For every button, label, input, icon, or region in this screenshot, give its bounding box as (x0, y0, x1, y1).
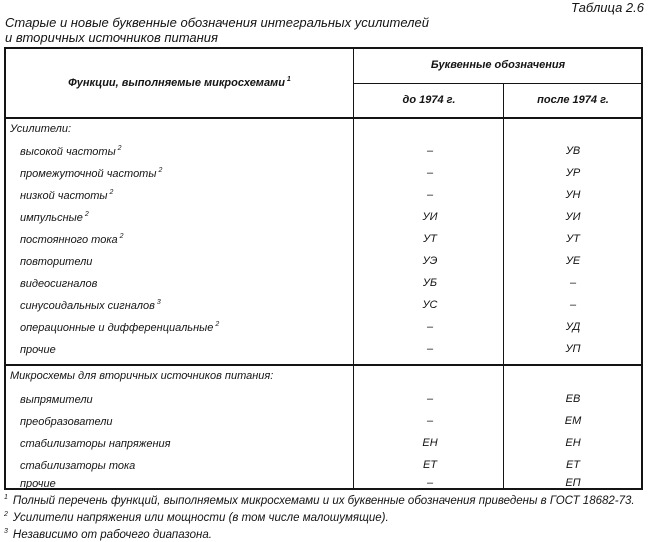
table-row (6, 229, 641, 251)
table-row (6, 251, 641, 273)
footnote-mark: 1 (286, 76, 291, 83)
header-designations: Буквенные обозначения (430, 59, 566, 71)
section-title-row (6, 119, 641, 141)
function-cell: низкой частоты $^2$ (20, 189, 114, 202)
header-split-line (353, 83, 641, 84)
new-code-cell: – (569, 277, 577, 289)
footnote-1: $^1$ Полный перечень функций, выполняемых микросхемами и их буквенные обозначения приведены в ГОСТ 18682-73. (4, 494, 635, 507)
caption-line-1: Старые и новые буквенные обозначения интегральных усилителей (5, 15, 429, 30)
old-code-cell: ЕТ (422, 459, 438, 471)
table-row (6, 433, 641, 455)
new-code-cell: – (569, 299, 577, 311)
table-row (6, 141, 641, 163)
function-cell: преобразователи (20, 416, 113, 428)
table-number: Таблица 2.6 (571, 0, 644, 15)
section-title: Усилители: (10, 123, 72, 135)
table-row (6, 295, 641, 317)
header-functions: Функции, выполняемые микросхемами $^1$ (68, 76, 291, 89)
old-code-cell: – (426, 145, 434, 157)
function-cell: высокой частоты $^2$ (20, 145, 122, 158)
footnote-3: $^3$ Независимо от рабочего диапазона. (4, 528, 212, 541)
footnotes (4, 491, 635, 542)
function-cell: прочие (20, 478, 56, 490)
table-row (6, 467, 641, 489)
function-cell: выпрямители (20, 394, 93, 406)
new-code-cell: ЕТ (565, 459, 581, 471)
table-caption (5, 15, 429, 45)
table-row (6, 317, 641, 339)
designations-table (4, 47, 643, 490)
old-code-cell: – (426, 393, 434, 405)
table-row (6, 273, 641, 295)
table-row (6, 185, 641, 207)
new-code-cell: УР (565, 167, 581, 179)
function-cell: стабилизаторы напряжения (20, 438, 171, 450)
table-row (6, 411, 641, 433)
new-code-cell: УТ (566, 233, 580, 245)
new-code-cell: ЕМ (564, 415, 582, 427)
header-before-1974: до 1974 г. (402, 94, 456, 106)
header-after-1974: после 1974 г. (537, 94, 609, 106)
old-code-cell: УБ (422, 277, 438, 289)
old-code-cell: УЭ (422, 255, 438, 267)
old-code-cell: – (426, 343, 434, 355)
old-code-cell: – (426, 415, 434, 427)
section-title: Микросхемы для вторичных источников питания: (10, 370, 274, 382)
table-row (6, 163, 641, 185)
old-code-cell: УС (422, 299, 438, 311)
function-cell: повторители (20, 256, 93, 268)
function-cell: синусоидальных сигналов $^3$ (20, 299, 161, 312)
new-code-cell: УЕ (565, 255, 581, 267)
new-code-cell: УД (565, 321, 581, 333)
new-code-cell: ЕН (565, 437, 581, 449)
old-code-cell: ЕН (422, 437, 438, 449)
function-cell: видеосигналов (20, 278, 98, 290)
table-row (6, 207, 641, 229)
table-row (6, 389, 641, 411)
new-code-cell: ЕВ (565, 393, 581, 405)
new-code-cell: УП (565, 343, 581, 355)
function-cell: промежуточной частоты $^2$ (20, 167, 163, 180)
old-code-cell: – (426, 477, 434, 489)
new-code-cell: ЕП (565, 477, 581, 489)
function-cell: импульсные $^2$ (20, 211, 89, 224)
caption-line-2: и вторичных источников питания (5, 30, 218, 45)
table-row (6, 339, 641, 361)
old-code-cell: – (426, 167, 434, 179)
function-cell: прочие (20, 344, 56, 356)
old-code-cell: УИ (422, 211, 438, 223)
function-cell: стабилизаторы тока (20, 460, 136, 472)
new-code-cell: УВ (565, 145, 581, 157)
new-code-cell: УИ (565, 211, 581, 223)
function-cell: постоянного тока $^2$ (20, 233, 124, 246)
function-cell: операционные и дифференциальные $^2$ (20, 321, 220, 334)
old-code-cell: – (426, 321, 434, 333)
section-title-row (6, 366, 641, 388)
old-code-cell: УТ (423, 233, 437, 245)
footnote-2: $^2$ Усилители напряжения или мощности (в том числе малошумящие). (4, 511, 389, 524)
old-code-cell: – (426, 189, 434, 201)
new-code-cell: УН (565, 189, 581, 201)
